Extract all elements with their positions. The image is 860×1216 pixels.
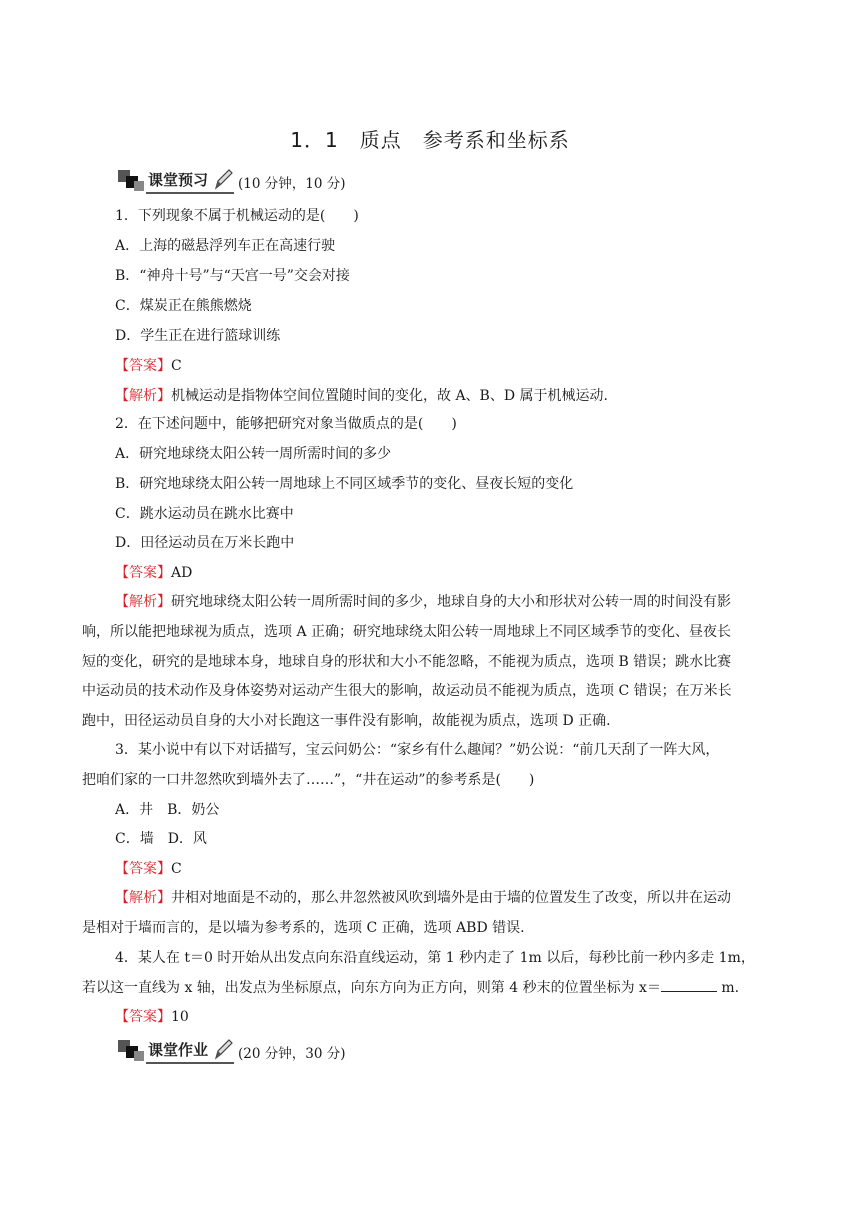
- q3-options-cd: C．墙 D．风: [115, 831, 207, 847]
- squares-icon: [116, 1036, 146, 1064]
- answer-blank: [661, 977, 717, 992]
- analysis-text: 机械运动是指物体空间位置随时间的变化，故 A、B、D 属于机械运动.: [171, 388, 608, 404]
- q2-analysis-line: 短的变化，研究的是地球本身，地球自身的形状和大小不能忽略，不能视为质点，选项 B 错误；跳水比赛: [82, 654, 732, 670]
- page-title: 1．1 质点 参考系和坐标系: [290, 128, 570, 152]
- q2-option-b: B．研究地球绕太阳公转一周地球上不同区域季节的变化、昼夜长短的变化: [115, 476, 574, 492]
- q1-option-b: B．“神舟十号”与“天宫一号”交会对接: [115, 268, 350, 284]
- q1-answer: [115, 356, 815, 376]
- question-2-stem: 2．在下述问题中，能够把研究对象当做质点的是( ): [115, 416, 457, 432]
- pencil-icon: [212, 1037, 234, 1061]
- q2-option-d: D．田径运动员在万米长跑中: [115, 535, 295, 551]
- question-3-stem: 3．某小说中有以下对话描写，宝云问奶公：“家乡有什么趣闻？”奶公说：“前几天刮了一阵大风，: [115, 742, 720, 758]
- section-header-preview: [116, 164, 346, 194]
- analysis-text: 井相对地面是不动的，那么井忽然被风吹到墙外是由于墙的位置发生了改变，所以井在运动: [171, 890, 731, 906]
- section-label: 课堂作业: [148, 1040, 209, 1059]
- section-header-homework: [116, 1034, 346, 1064]
- q2-analysis-line: [115, 592, 815, 612]
- q3-analysis-line: [115, 888, 815, 908]
- answer-tag: 【答案】: [115, 565, 171, 581]
- answer-value: C: [171, 861, 182, 877]
- answer-value: 10: [171, 1009, 189, 1025]
- analysis-tag: 【解析】: [115, 594, 171, 610]
- section-label: 课堂预习: [148, 170, 209, 189]
- q3-analysis-line: 是相对于墙而言的，是以墙为参考系的，选项 C 正确，选项 ABD 错误.: [82, 920, 525, 936]
- q2-analysis-line: 中运动员的技术动作及身体姿势对运动产生很大的影响，故运动员不能视为质点，选项 C 错误；在万米长: [82, 683, 732, 699]
- answer-tag: 【答案】: [115, 1009, 171, 1025]
- q2-option-c: C．跳水运动员在跳水比赛中: [115, 506, 294, 522]
- stem-text: 若以这一直线为 x 轴，出发点为坐标原点，向东方向为正方向，则第 4 秒末的位置坐标为 x＝: [82, 980, 661, 996]
- analysis-text: 研究地球绕太阳公转一周所需时间的多少，地球自身的大小和形状对公转一周的时间没有影: [171, 594, 731, 610]
- answer-value: AD: [171, 565, 193, 581]
- question-4-stem: [82, 977, 782, 998]
- q2-analysis-line: 跑中，田径运动员自身的大小对长跑这一事件没有影响，故能视为质点，选项 D 正确.: [82, 713, 611, 729]
- squares-icon: [116, 166, 146, 194]
- answer-value: C: [171, 358, 182, 374]
- stem-unit: m.: [716, 980, 740, 996]
- q1-option-c: C．煤炭正在熊熊燃烧: [115, 298, 252, 314]
- question-1-stem: 1．下列现象不属于机械运动的是( ): [115, 208, 359, 224]
- analysis-tag: 【解析】: [115, 890, 171, 906]
- pencil-icon: [212, 167, 234, 191]
- q2-analysis-line: 响，所以能把地球视为质点，选项 A 正确；研究地球绕太阳公转一周地球上不同区域季节的变化、昼夜长: [82, 624, 732, 640]
- q1-option-d: D．学生正在进行篮球训练: [115, 328, 281, 344]
- question-4-stem: 4．某人在 t＝0 时开始从出发点向东沿直线运动，第 1 秒内走了 1m 以后，每秒比前一秒内多走 1m，: [115, 950, 755, 966]
- q1-analysis: [115, 386, 815, 406]
- analysis-tag: 【解析】: [115, 388, 171, 404]
- section-meta: (10 分钟，10 分): [238, 176, 346, 192]
- section-meta: (20 分钟，30 分): [238, 1046, 346, 1062]
- q2-option-a: A．研究地球绕太阳公转一周所需时间的多少: [115, 446, 392, 462]
- q4-answer: [115, 1007, 815, 1027]
- answer-tag: 【答案】: [115, 861, 171, 877]
- q2-answer: [115, 563, 815, 583]
- answer-tag: 【答案】: [115, 358, 171, 374]
- q1-option-a: A．上海的磁悬浮列车正在高速行驶: [115, 238, 336, 254]
- question-3-stem: 把咱们家的一口井忽然吹到墙外去了……”，“井在运动”的参考系是( ): [82, 772, 535, 788]
- q3-options-ab: A．井 B．奶公: [115, 802, 220, 818]
- q3-answer: [115, 859, 815, 879]
